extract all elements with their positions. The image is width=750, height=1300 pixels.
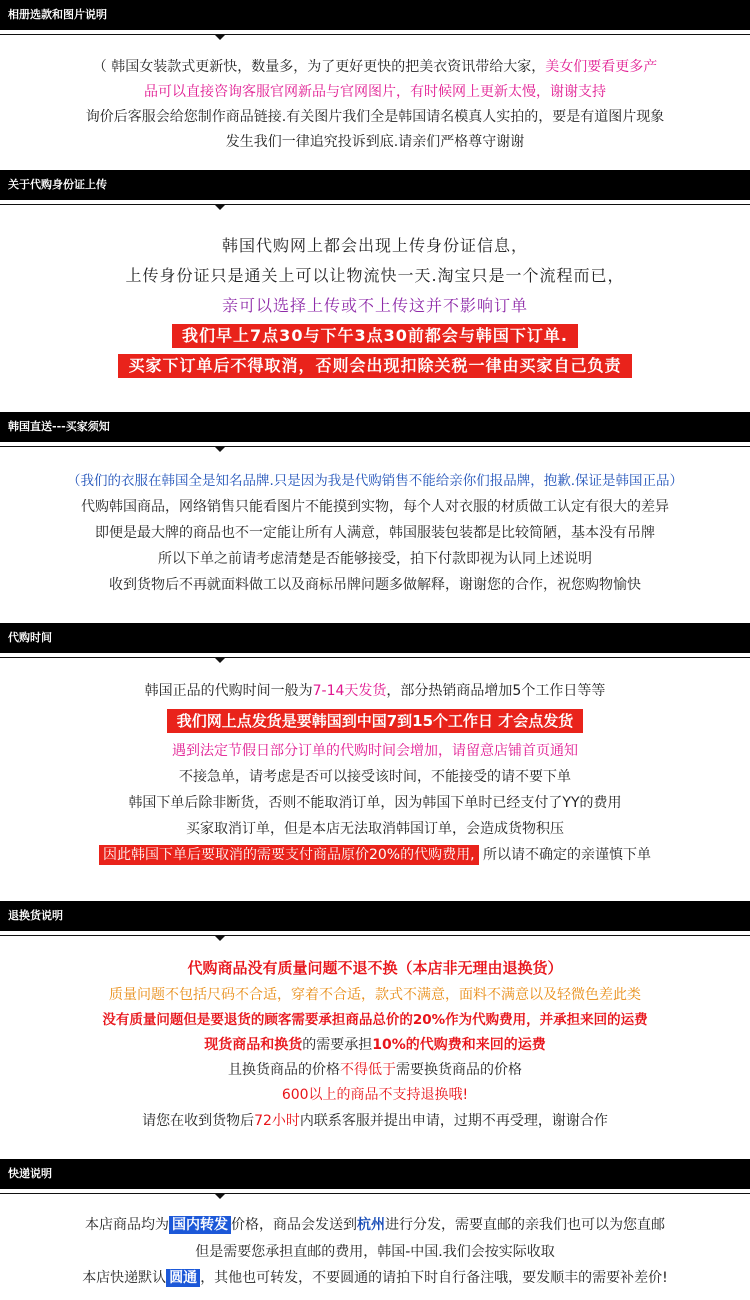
divider: [0, 935, 750, 936]
notice-line-3: 即便是最大牌的商品也不一定能让所有人满意，韩国服装包装都是比较简陋，基本没有吊牌: [95, 525, 655, 541]
id-line-5-banner: 买家下订单后不得取消，否则会出现扣除关税一律由买家自己负责: [0, 354, 750, 378]
time-line-1: 韩国正品的代购时间一般为7-14天发货，部分热销商品增加5个工作日等等: [144, 683, 606, 699]
id-line-3: 亲可以选择上传或不上传这并不影响订单: [221, 296, 528, 315]
shipping-line-1: 本店商品均为 国内转发 价格，商品会发送到杭州进行分发，需要直邮的亲我们也可以为您直邮: [85, 1217, 665, 1233]
shipping-line-2: 但是需要您承担直邮的费用，韩国-中国.我们会按实际收取: [195, 1244, 555, 1260]
caret-down-icon: [215, 658, 225, 663]
section-header-shipping: [0, 1159, 750, 1189]
notice-line-4: 所以下单之前请考虑清楚是否能够接受，拍下付款即视为认同上述说明: [158, 551, 592, 567]
time-line-2-banner: 我们网上点发货是要韩国到中国7到15个工作日 才会点发货: [0, 709, 750, 733]
divider: [0, 34, 750, 35]
divider: [0, 1193, 750, 1194]
returns-line-6: 600以上的商品不支持退换哦!: [281, 1087, 469, 1103]
section-header-id-upload: [0, 170, 750, 200]
section-title: 快递说明: [8, 1167, 52, 1180]
shipping-line-3: 本店快递默认 圆通 ，其他也可转发，不要圆通的请拍下时自行备注哦，要发顺丰的需要补差价!: [82, 1270, 668, 1286]
album-line-4: 发生我们一律追究投诉到底.请亲们严格尊守谢谢: [225, 134, 525, 150]
time-line-5: 韩国下单后除非断货，否则不能取消订单，因为韩国下单时已经支付了YY的费用: [128, 795, 622, 811]
album-line-3: 询价后客服会给您制作商品链接.有关图片我们全是韩国请名模真人实拍的，要是有道图片现象: [85, 109, 665, 125]
returns-line-5: 且换货商品的价格不得低于需要换货商品的价格: [228, 1062, 522, 1078]
time-line-3: 遇到法定节假日部分订单的代购时间会增加，请留意店铺首页通知: [172, 743, 578, 759]
album-line-2: 品可以直接咨询客服官网新品与官网图片，有时候网上更新太慢，谢谢支持: [144, 84, 606, 100]
id-line-2: 上传身份证只是通关上可以让物流快一天.淘宝只是一个流程而已，: [125, 266, 625, 285]
time-line-4: 不接急单，请考虑是否可以接受该时间，不能接受的请不要下单: [179, 769, 571, 785]
section-header-album: [0, 0, 750, 30]
returns-line-4: 现货商品和换货的需要承担10%的代购费和来回的运费: [204, 1037, 546, 1053]
notice-line-2: 代购韩国商品，网络销售只能看图片不能摸到实物，每个人对衣服的材质做工认定有很大的差异: [81, 499, 669, 515]
returns-line-2: 质量问题不包括尺码不合适，穿着不合适，款式不满意，面料不满意以及轻微色差此类: [109, 987, 641, 1003]
notice-line-5: 收到货物后不再就面料做工以及商标吊牌问题多做解释，谢谢您的合作，祝您购物愉快: [109, 577, 641, 593]
divider: [0, 657, 750, 658]
album-line-1: （ 韩国女装款式更新快，数量多，为了更好更快的把美衣资讯带给大家，美女们要看更多产: [92, 59, 658, 75]
section-title: 退换货说明: [8, 909, 63, 922]
time-line-7: 因此韩国下单后要取消的需要支付商品原价20%的代购费用, 所以请不确定的亲谨慎下单: [0, 845, 750, 865]
id-line-4-banner: 我们早上7点30与下午3点30前都会与韩国下订单.: [0, 324, 750, 348]
notice-line-1: （我们的衣服在韩国全是知名品牌.只是因为我是代购销售不能给亲你们报品牌，抱歉.保证是韩国正品）: [66, 473, 684, 489]
caret-down-icon: [215, 205, 225, 210]
section-header-buyer-notice: [0, 412, 750, 442]
returns-line-7: 请您在收到货物后72小时内联系客服并提出申请，过期不再受理，谢谢合作: [142, 1113, 608, 1129]
returns-line-3: 没有质量问题但是要退货的顾客需要承担商品总价的20%作为代购费用，并承担来回的运费: [102, 1012, 648, 1028]
id-line-1: 韩国代购网上都会出现上传身份证信息，: [221, 236, 528, 255]
divider: [0, 204, 750, 205]
caret-down-icon: [215, 1194, 225, 1199]
section-header-returns: [0, 901, 750, 931]
caret-down-icon: [215, 447, 225, 452]
section-title: 关于代购身份证上传: [8, 178, 107, 191]
section-title: 韩国直送---买家须知: [8, 420, 110, 433]
returns-line-1: 代购商品没有质量问题不退不换（本店非无理由退换货）: [187, 959, 563, 977]
section-header-purchase-time: [0, 623, 750, 653]
section-title: 代购时间: [8, 631, 52, 644]
caret-down-icon: [215, 936, 225, 941]
divider: [0, 446, 750, 447]
section-title: 相册选款和图片说明: [8, 8, 107, 21]
time-line-6: 买家取消订单，但是本店无法取消韩国订单，会造成货物积压: [186, 821, 564, 837]
caret-down-icon: [215, 35, 225, 40]
